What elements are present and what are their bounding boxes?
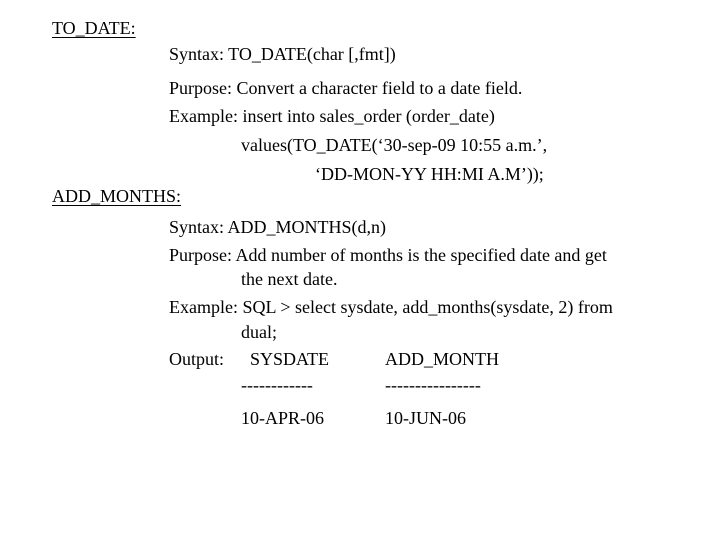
to-date-syntax: Syntax: TO_DATE(char [,fmt]) bbox=[169, 44, 396, 64]
add-months-heading: ADD_MONTHS: bbox=[52, 186, 182, 206]
to-date-example-line3: ‘DD-MON-YY HH:MI A.M’)); bbox=[315, 164, 544, 184]
add-months-example-line1: Example: SQL > select sysdate, add_months(sysdate, 2) from bbox=[169, 297, 613, 317]
add-months-purpose-line2: the next date. bbox=[241, 269, 338, 289]
output-add-month-header: ADD_MONTH bbox=[385, 349, 499, 369]
output-sysdate-separator: ------------ bbox=[241, 375, 313, 395]
output-label: Output: bbox=[169, 349, 225, 369]
add-months-purpose-line1: Purpose: Add number of months is the specified date and get bbox=[169, 245, 607, 265]
output-sysdate-header: SYSDATE bbox=[250, 349, 330, 369]
output-add-month-value: 10-JUN-06 bbox=[385, 408, 466, 428]
output-add-month-separator: ---------------- bbox=[385, 375, 481, 395]
add-months-syntax: Syntax: ADD_MONTHS(d,n) bbox=[169, 217, 387, 237]
output-sysdate-value: 10-APR-06 bbox=[241, 408, 325, 428]
to-date-example-line2: values(TO_DATE(‘30-sep-09 10:55 a.m.’, bbox=[241, 135, 548, 155]
to-date-heading: TO_DATE: bbox=[52, 18, 136, 38]
to-date-example-line1: Example: insert into sales_order (order_date) bbox=[169, 106, 495, 126]
to-date-purpose: Purpose: Convert a character field to a date field. bbox=[169, 78, 523, 98]
add-months-example-line2: dual; bbox=[241, 322, 277, 342]
